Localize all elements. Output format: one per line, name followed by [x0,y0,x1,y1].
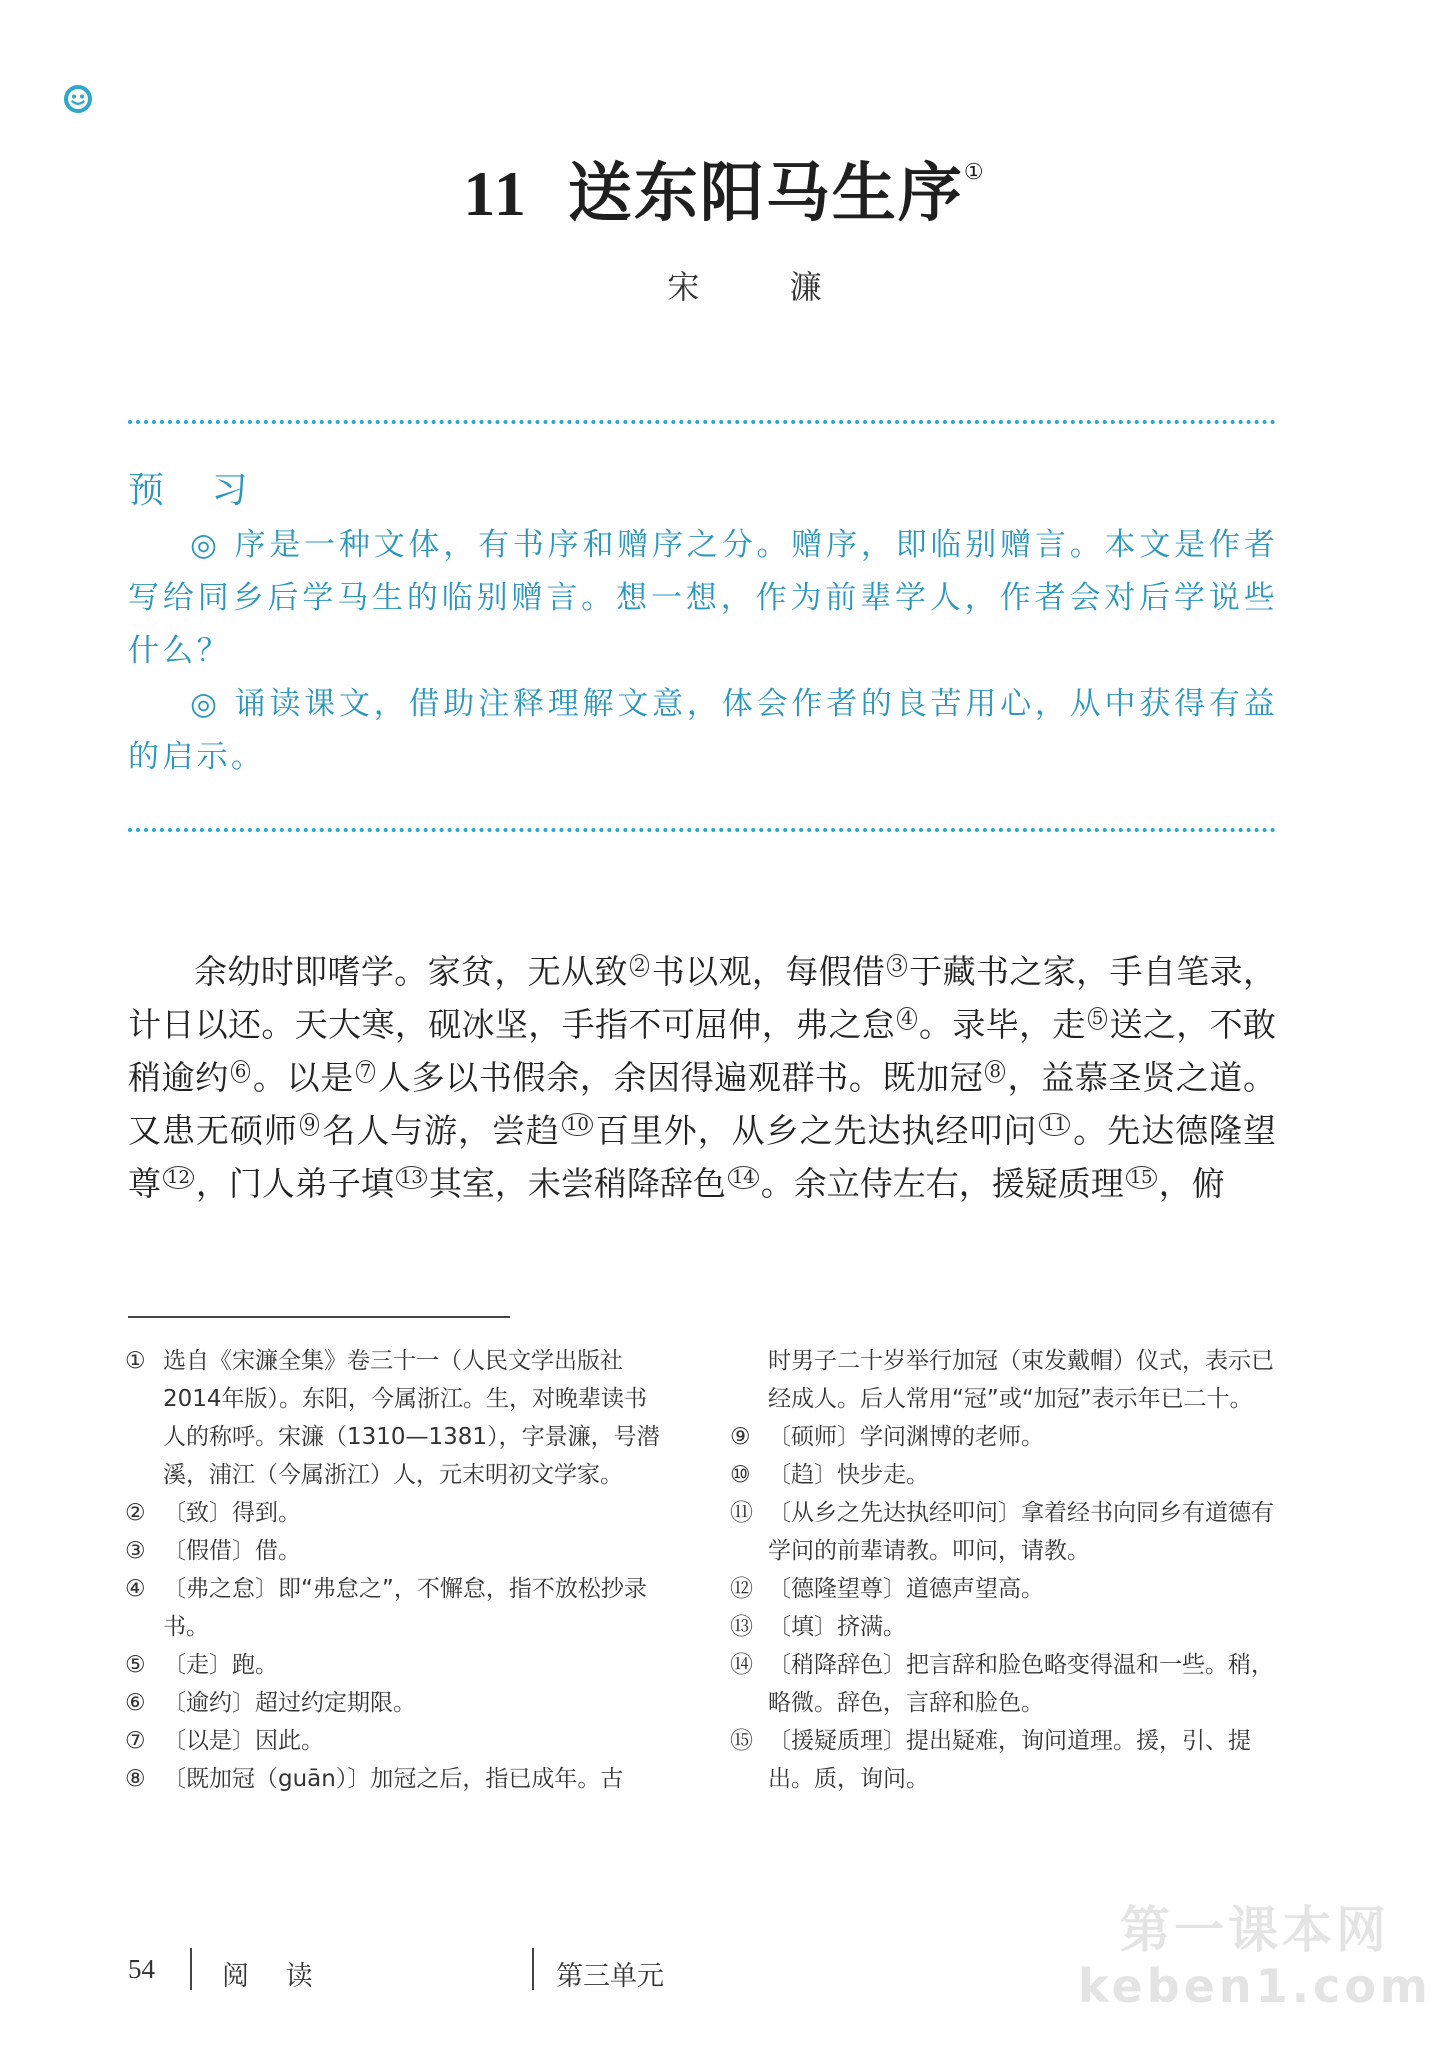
footnote-text: 〔填〕挤满。 [768,1614,906,1640]
footnote-text: 〔趋〕快步走。 [768,1462,929,1488]
text-segment: 其室，未尝稍降辞色 [428,1164,726,1203]
note-mark: 15 [1126,1166,1157,1189]
footnote-rule [128,1316,510,1318]
footnote [730,1722,1275,1798]
lesson-number: 11 [463,158,528,229]
preview-box [128,462,1278,784]
preview-heading: 预 习 [128,470,266,511]
footnote-number: ⑪ [730,1500,753,1526]
footnote [730,1646,1275,1722]
text-segment: 于藏书之家，手自笔录，计日以还。天大寒，砚冰坚，手指不可屈伸，弗之怠 [128,952,1277,1044]
text-segment: 。录毕，走 [918,1005,1086,1044]
footnote [125,1684,670,1722]
text-segment: 送之，不敢稍逾约 [128,1005,1277,1097]
divider-top [128,420,1276,424]
footnote-number: ⑬ [730,1614,753,1640]
footnote [125,1760,670,1798]
note-mark: 12 [163,1166,194,1189]
footnote-number: ③ [125,1538,146,1564]
footnote-number: ② [125,1500,146,1526]
text-segment: ，门人弟子填 [195,1164,394,1203]
author: 宋 濂 [667,268,862,306]
text-segment: 书以观，每假借 [651,952,886,991]
preview-paragraph: ◎ 诵读课文，借助注释理解文意，体会作者的良苦用心，从中获得有益的启示。 [128,686,1278,775]
footer-divider [190,1948,192,1990]
note-mark: 11 [1039,1113,1070,1136]
footnote [125,1342,670,1494]
footnote-continuation: 时男子二十岁举行加冠（束发戴帽）仪式，表示已经成人。后人常用“冠”或“加冠”表示年已二十。 [768,1348,1274,1412]
footnote-number: ⑨ [730,1424,751,1450]
note-mark: 13 [396,1166,427,1189]
footnotes-left [125,1342,670,1798]
footnote-text: 〔稍降辞色〕把言辞和脸色略变得温和一些。稍，略微。辞色，言辞和脸色。 [768,1652,1274,1716]
text-segment: 余幼时即嗜学。家贫，无从致 [194,952,628,991]
footnote-text: 〔援疑质理〕提出疑难，询问道理。援，引、提出。质，询问。 [768,1728,1251,1792]
page-title [0,142,1449,234]
footnote-number: ⑥ [125,1690,146,1716]
footnote [125,1722,670,1760]
footnote [125,1646,670,1684]
text-segment: 百里外，从乡之先达执经叩问 [594,1111,1038,1150]
note-mark: 8 [985,1060,1004,1083]
note-mark: 6 [231,1060,250,1083]
text-segment: 。以是 [252,1058,354,1097]
footnote-number: ⑦ [125,1728,146,1754]
footnote-text: 〔假借〕借。 [163,1538,301,1564]
footnote-number: ⑩ [730,1462,751,1488]
footnote-text: 〔致〕得到。 [163,1500,301,1526]
page-number: 54 [128,1954,155,1984]
footnote-number: ⑮ [730,1728,753,1754]
footnote-number: ⑭ [730,1652,753,1678]
note-mark: 7 [356,1060,375,1083]
divider-bottom [128,828,1276,832]
text-segment: 人多以书假余，余因得遍观群书。既加冠 [377,1058,984,1097]
footnote [125,1532,670,1570]
footnote [730,1494,1275,1570]
footnote [730,1570,1275,1608]
text-segment: ，俯 [1158,1164,1225,1203]
footnote-text: 〔从乡之先达执经叩问〕拿着经书向同乡有道德有学问的前辈请教。叩问，请教。 [768,1500,1274,1564]
note-mark: 10 [562,1113,593,1136]
footnote-number: ⑫ [730,1576,753,1602]
footnote-text: 〔逾约〕超过约定期限。 [163,1690,416,1716]
footnote-number: ⑧ [125,1766,146,1792]
footnote [730,1418,1275,1456]
note-mark: 4 [897,1007,916,1030]
title-note-mark: ① [963,160,986,185]
note-mark: 14 [728,1166,759,1189]
watermark-line: 第一课本网 [1120,1901,1390,1959]
footnote [125,1570,670,1646]
footnote-text: 〔德隆望尊〕道德声望高。 [768,1576,1044,1602]
unit-label: 第三单元 [556,1961,664,1992]
watermark-line: keben1.com [1078,1959,1432,2013]
preview-paragraph: ◎ 序是一种文体，有书序和赠序之分。赠序，即临别赠言。本文是作者写给同乡后学马生的临别赠言。想一想，作为前辈学人，作者会对后学说些什么？ [128,527,1278,669]
footnote-text: 〔既加冠（guān）〕加冠之后，指已成年。古 [163,1766,624,1792]
note-mark: 2 [630,954,649,977]
note-mark: 5 [1088,1007,1107,1030]
text-segment: 。先达德隆望尊 [128,1111,1277,1203]
footer-divider [532,1948,534,1990]
footnote-text: 〔以是〕因此。 [163,1728,324,1754]
footnote [730,1456,1275,1494]
footnote-number: ④ [125,1576,146,1602]
main-text [128,945,1276,1210]
watermark [1070,1900,1440,2012]
footnotes-right [730,1342,1275,1798]
footnote-text: 〔弗之怠〕即“弗怠之”，不懈怠，指不放松抄录书。 [163,1576,647,1640]
smiley-icon [63,84,93,114]
footnote-number: ① [125,1348,146,1374]
footnote-text: 〔硕师〕学问渊博的老师。 [768,1424,1044,1450]
lesson-title: 送东阳马生序 [567,156,964,231]
footnote-text: 选自《宋濂全集》卷三十一（人民文学出版社2014年版）。东阳，今属浙江。生，对晚辈读书人的称呼。宋濂（1310—1381），字景濂，号潜溪，浦江（今属浙江）人，元末明初文学家。 [163,1348,660,1488]
text-segment: ，益慕圣贤之道。又患无硕师 [128,1058,1277,1150]
note-mark: 3 [887,954,906,977]
footnote-text: 〔走〕跑。 [163,1652,278,1678]
footnote [125,1494,670,1532]
text-segment: 。余立侍左右，援疑质理 [760,1164,1124,1203]
text-segment: 名人与游，尝趋 [321,1111,560,1150]
note-mark: 9 [300,1113,319,1136]
footnote [730,1608,1275,1646]
section-label: 阅 读 [222,1961,327,1992]
footnote-number: ⑤ [125,1652,146,1678]
